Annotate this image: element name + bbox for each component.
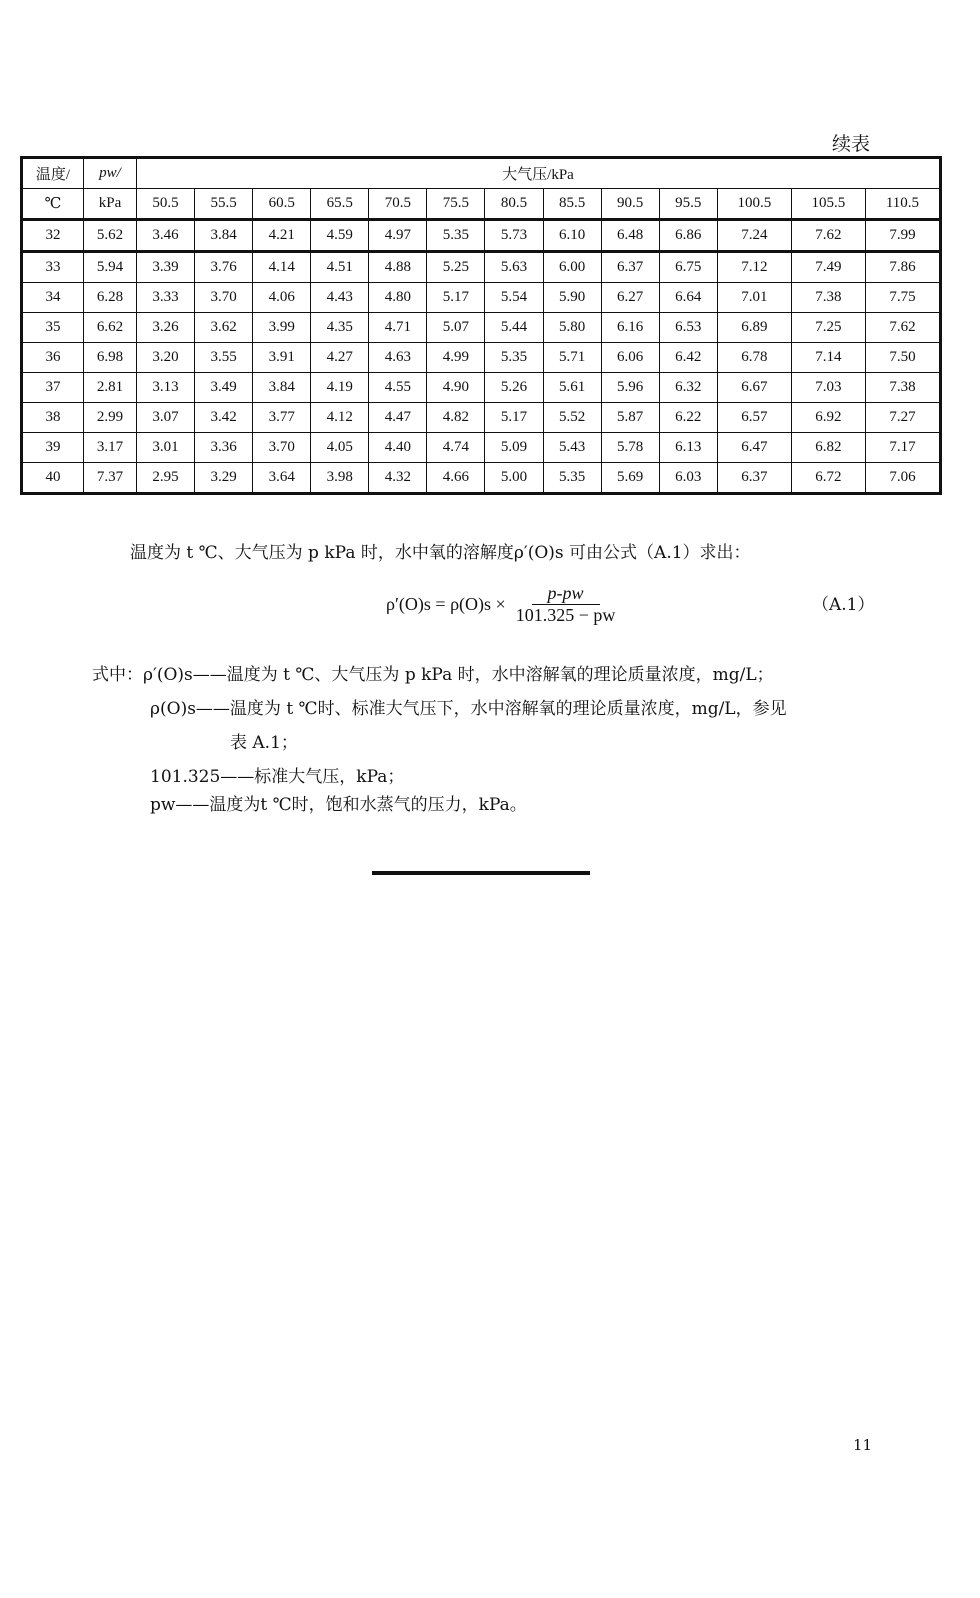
- pressure-group-header: 大气压/kPa: [137, 158, 941, 189]
- solubility-cell: 6.22: [659, 403, 717, 433]
- formula: [386, 583, 619, 626]
- solubility-cell: 6.75: [659, 252, 717, 283]
- solubility-cell: 6.16: [601, 313, 659, 343]
- solubility-cell: 5.25: [427, 252, 485, 283]
- solubility-cell: 7.12: [717, 252, 791, 283]
- solubility-cell: 6.27: [601, 283, 659, 313]
- temp-cell: 33: [22, 252, 84, 283]
- solubility-cell: 3.64: [253, 463, 311, 494]
- solubility-cell: 4.51: [311, 252, 369, 283]
- temp-cell: 37: [22, 373, 84, 403]
- table-row: [22, 403, 941, 433]
- formula-denominator: 101.325 − pw: [515, 605, 616, 625]
- solubility-cell: 4.19: [311, 373, 369, 403]
- pressure-col-header: 50.5: [137, 189, 195, 220]
- temp-unit: ℃: [22, 189, 84, 220]
- formula-intro: 温度为 t ℃、大气压为 p kPa 时，水中氧的溶解度ρ′(O)s 可由公式（A.1）求出：: [130, 543, 751, 563]
- solubility-cell: 7.62: [865, 313, 940, 343]
- pw-cell: 7.37: [84, 463, 137, 494]
- solubility-cell: 3.46: [137, 220, 195, 252]
- solubility-cell: 4.35: [311, 313, 369, 343]
- pw-unit: kPa: [84, 189, 137, 220]
- solubility-cell: 4.63: [369, 343, 427, 373]
- temp-cell: 36: [22, 343, 84, 373]
- solubility-cell: 6.03: [659, 463, 717, 494]
- solubility-cell: 4.43: [311, 283, 369, 313]
- solubility-cell: 4.99: [427, 343, 485, 373]
- solubility-cell: 5.80: [543, 313, 601, 343]
- formula-numerator: p-pw: [532, 583, 600, 605]
- solubility-cell: 6.06: [601, 343, 659, 373]
- solubility-cell: 3.07: [137, 403, 195, 433]
- solubility-cell: 4.06: [253, 283, 311, 313]
- solubility-cell: 5.69: [601, 463, 659, 494]
- solubility-cell: 5.87: [601, 403, 659, 433]
- solubility-cell: 6.78: [717, 343, 791, 373]
- pw-cell: 6.28: [84, 283, 137, 313]
- solubility-cell: 6.00: [543, 252, 601, 283]
- solubility-cell: 7.17: [865, 433, 940, 463]
- formula-fraction: [512, 583, 620, 626]
- pressure-col-header: 65.5: [311, 189, 369, 220]
- pressure-col-header: 95.5: [659, 189, 717, 220]
- solubility-cell: 7.62: [791, 220, 865, 252]
- solubility-cell: 4.05: [311, 433, 369, 463]
- solubility-cell: 6.82: [791, 433, 865, 463]
- solubility-cell: 7.25: [791, 313, 865, 343]
- solubility-cell: 7.14: [791, 343, 865, 373]
- table-row: [22, 283, 941, 313]
- solubility-cell: 5.35: [427, 220, 485, 252]
- solubility-cell: 3.98: [311, 463, 369, 494]
- solubility-cell: 5.71: [543, 343, 601, 373]
- solubility-cell: 3.26: [137, 313, 195, 343]
- table-subheader-row: [22, 189, 941, 220]
- pressure-col-header: 80.5: [485, 189, 543, 220]
- temp-cell: 32: [22, 220, 84, 252]
- solubility-cell: 6.92: [791, 403, 865, 433]
- pressure-col-header: 100.5: [717, 189, 791, 220]
- solubility-cell: 7.27: [865, 403, 940, 433]
- solubility-cell: 6.72: [791, 463, 865, 494]
- pw-cell: 6.98: [84, 343, 137, 373]
- table-row: [22, 433, 941, 463]
- solubility-cell: 7.24: [717, 220, 791, 252]
- table-row: [22, 343, 941, 373]
- temp-cell: 40: [22, 463, 84, 494]
- pressure-col-header: 110.5: [865, 189, 940, 220]
- where-line-1: 式中：ρ′(O)s——温度为 t ℃、大气压为 p kPa 时，水中溶解氧的理论质量浓度，mg/L；: [92, 665, 774, 685]
- pressure-col-header: 70.5: [369, 189, 427, 220]
- solubility-cell: 6.57: [717, 403, 791, 433]
- table-header-row: [22, 158, 941, 189]
- solubility-cell: 3.13: [137, 373, 195, 403]
- solubility-cell: 7.03: [791, 373, 865, 403]
- solubility-cell: 4.14: [253, 252, 311, 283]
- solubility-cell: 4.82: [427, 403, 485, 433]
- table-row: [22, 220, 941, 252]
- table-row: [22, 313, 941, 343]
- where-line-3: 表 A.1；: [230, 733, 298, 753]
- solubility-cell: 5.73: [485, 220, 543, 252]
- pw-cell: 5.94: [84, 252, 137, 283]
- solubility-cell: 7.01: [717, 283, 791, 313]
- solubility-cell: 5.35: [543, 463, 601, 494]
- solubility-cell: 5.44: [485, 313, 543, 343]
- solubility-cell: 6.48: [601, 220, 659, 252]
- where-line-2: ρ(O)s——温度为 t ℃时、标准大气压下，水中溶解氧的理论质量浓度，mg/L，参见: [150, 699, 787, 719]
- solubility-cell: 4.66: [427, 463, 485, 494]
- solubility-cell: 4.47: [369, 403, 427, 433]
- solubility-cell: 3.99: [253, 313, 311, 343]
- solubility-cell: 5.35: [485, 343, 543, 373]
- continued-label: 续表: [831, 133, 870, 155]
- temp-cell: 39: [22, 433, 84, 463]
- pw-cell: 2.99: [84, 403, 137, 433]
- solubility-cell: 4.97: [369, 220, 427, 252]
- solubility-cell: 3.77: [253, 403, 311, 433]
- temp-cell: 38: [22, 403, 84, 433]
- solubility-cell: 3.70: [195, 283, 253, 313]
- solubility-cell: 3.33: [137, 283, 195, 313]
- solubility-cell: 5.54: [485, 283, 543, 313]
- solubility-cell: 3.39: [137, 252, 195, 283]
- solubility-cell: 5.96: [601, 373, 659, 403]
- solubility-cell: 5.78: [601, 433, 659, 463]
- pressure-col-header: 105.5: [791, 189, 865, 220]
- solubility-cell: 5.26: [485, 373, 543, 403]
- solubility-cell: 4.59: [311, 220, 369, 252]
- solubility-cell: 6.37: [601, 252, 659, 283]
- where-line-5: pw——温度为t ℃时，饱和水蒸气的压力，kPa。: [150, 795, 527, 815]
- solubility-cell: 3.84: [253, 373, 311, 403]
- solubility-cell: 5.00: [485, 463, 543, 494]
- equation-number: （A.1）: [812, 595, 875, 615]
- solubility-cell: 3.42: [195, 403, 253, 433]
- solubility-cell: 2.95: [137, 463, 195, 494]
- solubility-cell: 7.99: [865, 220, 940, 252]
- solubility-cell: 3.36: [195, 433, 253, 463]
- solubility-cell: 6.47: [717, 433, 791, 463]
- solubility-cell: 3.55: [195, 343, 253, 373]
- solubility-cell: 6.89: [717, 313, 791, 343]
- solubility-cell: 5.17: [485, 403, 543, 433]
- solubility-cell: 7.06: [865, 463, 940, 494]
- pressure-col-header: 75.5: [427, 189, 485, 220]
- solubility-cell: 5.07: [427, 313, 485, 343]
- temp-cell: 34: [22, 283, 84, 313]
- solubility-cell: 3.76: [195, 252, 253, 283]
- solubility-cell: 7.49: [791, 252, 865, 283]
- solubility-cell: 7.86: [865, 252, 940, 283]
- table-row: [22, 252, 941, 283]
- pw-cell: 3.17: [84, 433, 137, 463]
- solubility-cell: 6.42: [659, 343, 717, 373]
- pw-cell: 5.62: [84, 220, 137, 252]
- solubility-cell: 7.38: [865, 373, 940, 403]
- solubility-cell: 4.21: [253, 220, 311, 252]
- pressure-col-header: 90.5: [601, 189, 659, 220]
- solubility-cell: 3.70: [253, 433, 311, 463]
- solubility-cell: 3.49: [195, 373, 253, 403]
- solubility-cell: 6.13: [659, 433, 717, 463]
- solubility-cell: 4.88: [369, 252, 427, 283]
- temp-cell: 35: [22, 313, 84, 343]
- pressure-col-header: 55.5: [195, 189, 253, 220]
- solubility-cell: 5.63: [485, 252, 543, 283]
- table-row: [22, 373, 941, 403]
- solubility-cell: 6.53: [659, 313, 717, 343]
- pressure-col-header: 60.5: [253, 189, 311, 220]
- pw-cell: 2.81: [84, 373, 137, 403]
- solubility-cell: 6.10: [543, 220, 601, 252]
- solubility-cell: 3.62: [195, 313, 253, 343]
- solubility-cell: 7.38: [791, 283, 865, 313]
- solubility-cell: 5.90: [543, 283, 601, 313]
- solubility-cell: 6.86: [659, 220, 717, 252]
- solubility-cell: 4.71: [369, 313, 427, 343]
- solubility-cell: 5.52: [543, 403, 601, 433]
- solubility-cell: 6.67: [717, 373, 791, 403]
- pw-header: pw/: [84, 158, 137, 189]
- solubility-cell: 7.75: [865, 283, 940, 313]
- solubility-cell: 4.90: [427, 373, 485, 403]
- solubility-cell: 4.12: [311, 403, 369, 433]
- pressure-col-header: 85.5: [543, 189, 601, 220]
- page-number: 11: [853, 1436, 873, 1454]
- end-rule: [372, 871, 590, 875]
- solubility-cell: 3.20: [137, 343, 195, 373]
- solubility-cell: 3.01: [137, 433, 195, 463]
- solubility-cell: 4.32: [369, 463, 427, 494]
- pw-cell: 6.62: [84, 313, 137, 343]
- solubility-cell: 6.64: [659, 283, 717, 313]
- solubility-cell: 5.43: [543, 433, 601, 463]
- solubility-cell: 4.80: [369, 283, 427, 313]
- solubility-cell: 4.27: [311, 343, 369, 373]
- table-row: [22, 463, 941, 494]
- solubility-cell: 3.91: [253, 343, 311, 373]
- solubility-cell: 7.50: [865, 343, 940, 373]
- solubility-cell: 4.55: [369, 373, 427, 403]
- oxygen-solubility-table: [20, 156, 942, 495]
- solubility-cell: 6.37: [717, 463, 791, 494]
- where-line-4: 101.325——标准大气压，kPa；: [150, 767, 405, 787]
- solubility-cell: 3.84: [195, 220, 253, 252]
- solubility-cell: 3.29: [195, 463, 253, 494]
- solubility-cell: 5.09: [485, 433, 543, 463]
- solubility-cell: 4.74: [427, 433, 485, 463]
- solubility-cell: 5.61: [543, 373, 601, 403]
- temp-header: 温度/: [22, 158, 84, 189]
- formula-lhs: ρ′(O)s = ρ(O)s ×: [386, 594, 506, 614]
- solubility-cell: 6.32: [659, 373, 717, 403]
- solubility-cell: 5.17: [427, 283, 485, 313]
- solubility-cell: 4.40: [369, 433, 427, 463]
